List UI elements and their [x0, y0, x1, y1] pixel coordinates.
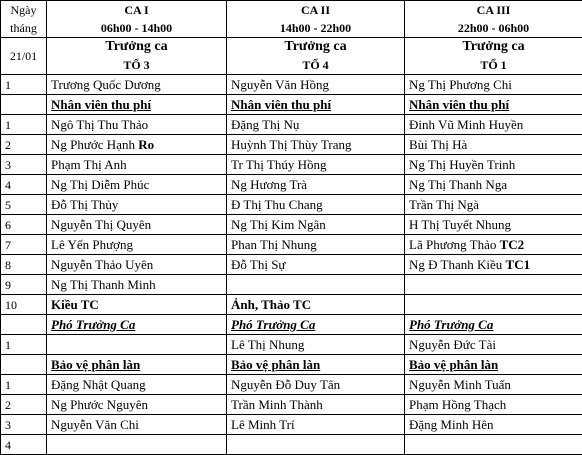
section-empty-cell [1, 315, 47, 335]
row-number: 2 [1, 395, 47, 415]
toll-staff-name [405, 175, 582, 195]
toll-staff-name [227, 295, 405, 315]
guard-name: Nguyễn Đỗ Duy Tân [227, 375, 405, 395]
guard-row [1, 395, 582, 415]
guard-section-header [1, 355, 582, 375]
toll-staff-row [1, 155, 582, 175]
toll-staff-name [227, 195, 405, 215]
leader-label: Trưởng ca [231, 38, 400, 56]
toll-staff-body [1, 115, 582, 315]
staff-name: Ng Phước Hạnh [51, 137, 135, 152]
guard-name [47, 435, 227, 455]
guard-name: Phạm Hồng Thạch [405, 395, 582, 415]
staff-name: Nguyễn Thị Quyên [51, 217, 151, 232]
row-number: 1 [1, 375, 47, 395]
row-number: 3 [1, 155, 47, 175]
staff-name: Huỳnh Thị Thùy Trang [231, 137, 352, 152]
staff-name: Bùi Thị Hà [409, 137, 467, 152]
staff-name: Nguyễn Thảo Uyên [51, 257, 153, 272]
toll-staff-row [1, 195, 582, 215]
staff-name: Ng Thị Kim Ngân [231, 217, 326, 232]
leader-label: Trưởng ca [409, 38, 578, 56]
shift-2-header [227, 1, 405, 38]
row-number: 2 [1, 135, 47, 155]
guard-name: Nguyễn Văn Chi [47, 415, 227, 435]
guard-name: Đặng Nhật Quang [47, 375, 227, 395]
staff-name: Phạm Thị Anh [51, 157, 127, 172]
leader-name: Trương Quốc Dương [47, 75, 227, 95]
shift-2-hours: 14h00 - 22h00 [231, 19, 400, 37]
staff-name: H Thị Tuyết Nhung [409, 217, 511, 232]
staff-name: Ng Thị Diễm Phúc [51, 177, 149, 192]
shift-3-leader-header [405, 38, 582, 75]
toll-staff-name [227, 135, 405, 155]
leader-row [1, 75, 582, 95]
deputy-section-header [1, 315, 582, 335]
row-number: 6 [1, 215, 47, 235]
toll-staff-name [227, 215, 405, 235]
staff-tag: TC2 [500, 237, 525, 252]
staff-name: Ng Thị Thanh Nga [409, 177, 507, 192]
toll-staff-name [47, 195, 227, 215]
row-number: 10 [1, 295, 47, 315]
toll-section-label: Nhân viên thu phí [47, 95, 227, 115]
toll-section-label: Nhân viên thu phí [227, 95, 405, 115]
toll-staff-name [227, 155, 405, 175]
team-label: TỔ 3 [51, 56, 222, 74]
guard-name [405, 435, 582, 455]
staff-name: Ngô Thị Thu Thảo [51, 117, 148, 132]
deputy-name: Lê Thị Nhung [227, 335, 405, 355]
shift-3-hours: 22h00 - 06h00 [409, 19, 578, 37]
shift-2-name: CA II [231, 1, 400, 19]
staff-name: Ng Thị Huyền Trinh [409, 157, 515, 172]
row-number: 9 [1, 275, 47, 295]
section-empty-cell [1, 355, 47, 375]
date-column-header [1, 1, 47, 38]
toll-staff-name [405, 155, 582, 175]
row-number: 4 [1, 435, 47, 455]
roster-body [1, 1, 582, 115]
row-number: 1 [1, 75, 47, 95]
staff-tag: TC1 [506, 257, 531, 272]
toll-staff-row [1, 235, 582, 255]
toll-staff-name [47, 235, 227, 255]
toll-staff-name [405, 195, 582, 215]
guard-name: Ng Phước Nguyên [47, 395, 227, 415]
staff-name: Phan Thị Nhung [231, 237, 317, 252]
staff-name: Đinh Vũ Minh Huyền [409, 117, 523, 132]
leader-name: Nguyễn Văn Hồng [227, 75, 405, 95]
toll-staff-name [47, 155, 227, 175]
date-cell: 21/01 [1, 38, 47, 75]
staff-name: Ng Đ Thanh Kiều [409, 257, 502, 272]
deputy-row [1, 335, 582, 355]
staff-name: Đỗ Thị Sự [231, 257, 285, 272]
row-number: 3 [1, 415, 47, 435]
staff-name: Đỗ Thị Thủy [51, 197, 118, 212]
toll-staff-name [405, 135, 582, 155]
toll-staff-name [405, 115, 582, 135]
toll-staff-name [47, 115, 227, 135]
toll-staff-name [405, 235, 582, 255]
toll-staff-name [227, 275, 405, 295]
shift-1-name: CA I [51, 1, 222, 19]
row-number: 1 [1, 115, 47, 135]
staff-name: Ng Hương Trà [231, 177, 307, 192]
toll-staff-row [1, 275, 582, 295]
toll-staff-row [1, 135, 582, 155]
toll-staff-name [47, 175, 227, 195]
deputy-name [47, 335, 227, 355]
row-number: 5 [1, 195, 47, 215]
leader-name: Ng Thị Phương Chi [405, 75, 582, 95]
deputy-section-label: Phó Trưởng Ca [405, 315, 582, 335]
team-label: TỔ 1 [409, 56, 578, 74]
row-number: 7 [1, 235, 47, 255]
deputy-section-label: Phó Trưởng Ca [227, 315, 405, 335]
deputy-name: Nguyễn Đức Tài [405, 335, 582, 355]
staff-name: Ng Thị Thanh Minh [51, 277, 156, 292]
guard-section-label: Bảo vệ phân làn [47, 355, 227, 375]
staff-tag: Ro [138, 137, 154, 152]
guard-section-label: Bảo vệ phân làn [227, 355, 405, 375]
guard-row [1, 375, 582, 395]
staff-name: Đ Thị Thu Chang [231, 197, 323, 212]
guard-name: Lê Minh Trí [227, 415, 405, 435]
deputy-body [1, 315, 582, 375]
header-left-line-2: tháng [5, 19, 42, 37]
guard-name: Nguyễn Minh Tuấn [405, 375, 582, 395]
shift-2-leader-header [227, 38, 405, 75]
guard-row [1, 435, 582, 455]
guard-section-label: Bảo vệ phân làn [405, 355, 582, 375]
staff-name: Trần Thị Ngà [409, 197, 479, 212]
staff-name: Lã Phương Thảo [409, 237, 496, 252]
team-label: TỔ 4 [231, 56, 400, 74]
guard-name [227, 435, 405, 455]
toll-staff-name [47, 275, 227, 295]
toll-staff-row [1, 295, 582, 315]
row-number: 1 [1, 335, 47, 355]
staff-name: Ảnh, Thảo TC [231, 297, 311, 312]
staff-name: Kiều TC [51, 297, 99, 312]
shift-3-name: CA III [409, 1, 578, 19]
toll-staff-row [1, 215, 582, 235]
toll-staff-name [47, 135, 227, 155]
leader-label: Trưởng ca [51, 38, 222, 56]
staff-name: Lê Yến Phượng [51, 237, 133, 252]
staff-name: Đặng Thị Nụ [231, 117, 299, 132]
toll-staff-name [227, 175, 405, 195]
toll-staff-name [227, 235, 405, 255]
leader-header-row [1, 38, 582, 75]
shift-1-leader-header [47, 38, 227, 75]
shift-1-hours: 06h00 - 14h00 [51, 19, 222, 37]
toll-staff-name [227, 255, 405, 275]
toll-staff-row [1, 115, 582, 135]
row-number: 8 [1, 255, 47, 275]
guard-staff-body [1, 375, 582, 455]
toll-staff-name [405, 275, 582, 295]
shift-3-header [405, 1, 582, 38]
shift-1-header [47, 1, 227, 38]
toll-section-label: Nhân viên thu phí [405, 95, 582, 115]
toll-staff-row [1, 175, 582, 195]
header-left-line-1: Ngày [5, 1, 42, 19]
toll-staff-name [405, 295, 582, 315]
row-number: 4 [1, 175, 47, 195]
guard-name: Trần Minh Thành [227, 395, 405, 415]
toll-section-header [1, 95, 582, 115]
toll-staff-name [47, 215, 227, 235]
staff-name: Tr Thị Thúy Hồng [231, 157, 326, 172]
guard-name: Đặng Minh Hên [405, 415, 582, 435]
header-row [1, 1, 582, 38]
toll-staff-name [47, 295, 227, 315]
deputy-section-label: Phó Trưởng Ca [47, 315, 227, 335]
guard-row [1, 415, 582, 435]
toll-staff-name [47, 255, 227, 275]
toll-staff-row [1, 255, 582, 275]
toll-staff-name [227, 115, 405, 135]
toll-staff-name [405, 255, 582, 275]
section-empty-cell [1, 95, 47, 115]
toll-staff-name [405, 215, 582, 235]
